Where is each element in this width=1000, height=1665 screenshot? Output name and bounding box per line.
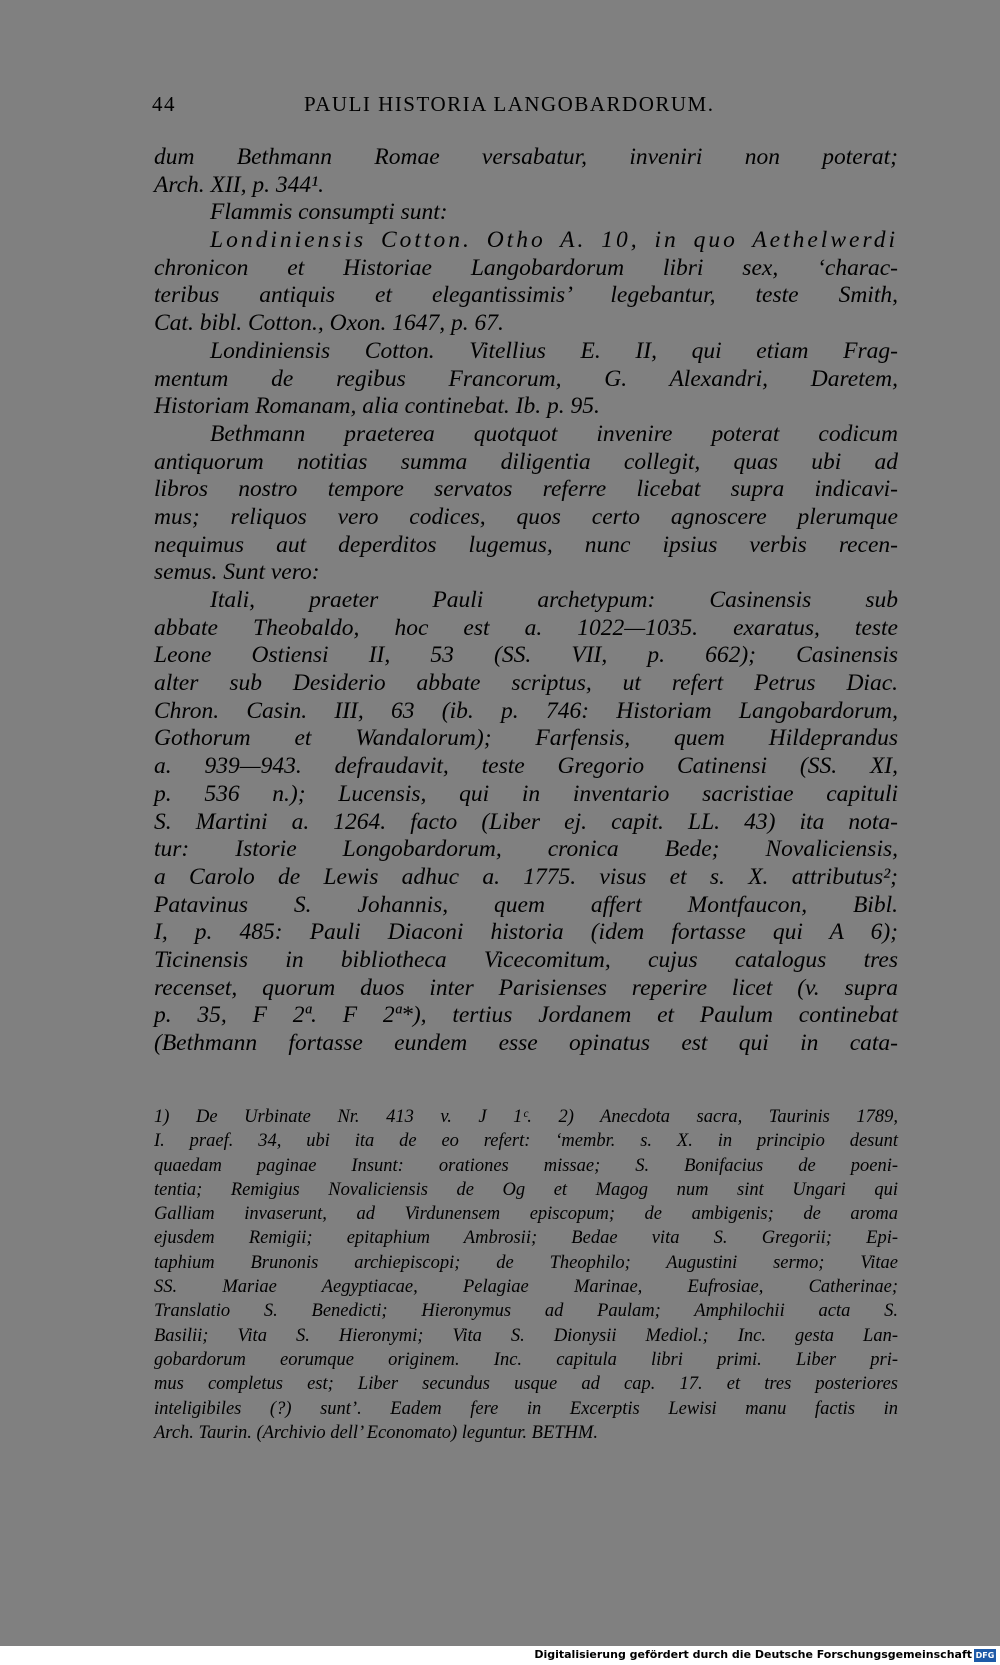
text-line: a. 939—943. defraudavit, teste Gregorio Catinensi (SS. XI,: [154, 753, 898, 780]
page-number: 44: [152, 92, 176, 116]
text-line: tur: Istorie Longobardorum, cronica Bede; Novaliciensis,: [154, 836, 898, 863]
text-line: teribus antiquis et elegantissimis’ legebantur, teste Smith,: [154, 282, 898, 309]
footnote-line: ejusdem Remigii; epitaphium Ambrosii; Bedae vita S. Gregorii; Epi-: [154, 1228, 898, 1249]
text-line: chronicon et Historiae Langobardorum libri sex, ‘charac-: [154, 254, 898, 281]
footnote-line: mus completus est; Liber secundus usque ad cap. 17. et tres posteriores: [154, 1374, 898, 1395]
digitization-footer: [0, 1646, 1000, 1665]
text-line: semus. Sunt vero:: [154, 559, 320, 586]
footnote-line: gobardorum eorumque originem. Inc. capitula libri primi. Liber pri-: [154, 1349, 898, 1370]
text-line: Gothorum et Wandalorum); Farfensis, quem Hildeprandus: [154, 725, 898, 752]
dfg-logo-icon: DFG: [975, 1651, 995, 1660]
text-line: antiquorum notitias summa diligentia collegit, quas ubi ad: [154, 448, 898, 475]
footnote-line: Translatio S. Benedicti; Hieronymus ad Paulam; Amphilochii acta S.: [154, 1301, 898, 1322]
text-line: abbate Theobaldo, hoc est a. 1022—1035. exaratus, teste: [154, 614, 898, 641]
footnote-line: Arch. Taurin. (Archivio dell’ Economato) leguntur. BETHM.: [154, 1422, 598, 1443]
footnote-line: SS. Mariae Aegyptiacae, Pelagiae Marinae, Eufrosiae, Catherinae;: [154, 1277, 898, 1298]
text-line: Leone Ostiensi II, 53 (SS. VII, p. 662); Casinensis: [154, 642, 898, 669]
text-line: Londiniensis Cotton. Otho A. 10, in quo Aethelwerdi: [210, 227, 898, 254]
text-line: a Carolo de Lewis adhuc a. 1775. visus et s. X. attributus²;: [154, 863, 898, 890]
footnote-line: 1) De Urbinate Nr. 413 v. J 1ᶜ. 2) Anecdota sacra, Taurinis 1789,: [154, 1107, 898, 1127]
text-line: Itali, praeter Pauli archetypum: Casinensis sub: [210, 587, 898, 613]
text-line: Flammis consumpti sunt:: [210, 199, 448, 226]
text-line: Londiniensis Cotton. Vitellius E. II, qui etiam Frag-: [210, 337, 898, 364]
text-line: alter sub Desiderio abbate scriptus, ut refert Petrus Diac.: [154, 670, 898, 697]
text-line: Chron. Casin. III, 63 (ib. p. 746: Historiam Langobardorum,: [154, 697, 898, 724]
footnote-line: quaedam paginae Insunt: orationes missae; S. Bonifacius de poeni-: [154, 1155, 898, 1176]
footnote-line: I. praef. 34, ubi ita de eo refert: ‘membr. s. X. in principio desunt: [154, 1131, 898, 1152]
text-line: nequimus aut deperditos lugemus, nunc ipsius verbis recen-: [154, 531, 898, 558]
text-line: recenset, quorum duos inter Parisienses reperire licet (v. supra: [154, 974, 898, 1001]
text-line: Cat. bibl. Cotton., Oxon. 1647, p. 67.: [154, 310, 504, 337]
text-line: mentum de regibus Francorum, G. Alexandri, Daretem,: [154, 365, 898, 392]
main-text: [154, 144, 898, 1058]
text-line: p. 35, F 2ª. F 2ª*), tertius Jordanem et Paulum continebat: [154, 1002, 898, 1029]
text-line: dum Bethmann Romae versabatur, inveniri non poterat;: [154, 144, 898, 170]
footer-credit: Digitalisierung gefördert durch die Deutsche Forschungsgemeinschaft: [534, 1648, 972, 1661]
text-line: S. Martini a. 1264. facto (Liber ej. capit. LL. 43) ita nota-: [154, 808, 898, 835]
footnote-line: Galliam invaserunt, ad Virdunensem episcopum; de ambigenis; de aroma: [154, 1204, 898, 1225]
text-line: Arch. XII, p. 344¹.: [154, 171, 324, 198]
text-line: I, p. 485: Pauli Diaconi historia (idem fortasse qui A 6);: [154, 919, 898, 946]
footnote-line: Basilii; Vita S. Hieronymi; Vita S. Dionysii Mediol.; Inc. gesta Lan-: [154, 1325, 898, 1346]
footnote-line: inteligibiles (?) sunt’. Eadem fere in Excerptis Lewisi manu factis in: [154, 1398, 898, 1419]
text-line: Patavinus S. Johannis, quem affert Montfaucon, Bibl.: [154, 891, 898, 918]
footnote-line: taphium Brunonis archiepiscopi; de Theophilo; Augustini sermo; Vitae: [154, 1252, 898, 1273]
footnote-line: tentia; Remigius Novaliciensis de Og et Magog num sint Ungari qui: [154, 1179, 898, 1200]
text-line: libros nostro tempore servatos referre licebat supra indicavi-: [154, 476, 898, 503]
text-line: Bethmann praeterea quotquot invenire poterat codicum: [210, 420, 898, 447]
text-line: Ticinensis in bibliotheca Vicecomitum, cujus catalogus tres: [154, 946, 898, 973]
footnotes: [154, 1105, 898, 1445]
running-title: PAULI HISTORIA LANGOBARDORUM.: [304, 92, 715, 116]
text-line: mus; reliquos vero codices, quos certo agnoscere plerumque: [154, 503, 898, 530]
text-line: p. 536 n.); Lucensis, qui in inventario sacristiae capituli: [154, 780, 898, 807]
text-line: Historiam Romanam, alia continebat. Ib. p. 95.: [154, 393, 600, 420]
text-line: (Bethmann fortasse eundem esse opinatus est qui in cata-: [154, 1030, 898, 1056]
running-header: [152, 92, 897, 122]
